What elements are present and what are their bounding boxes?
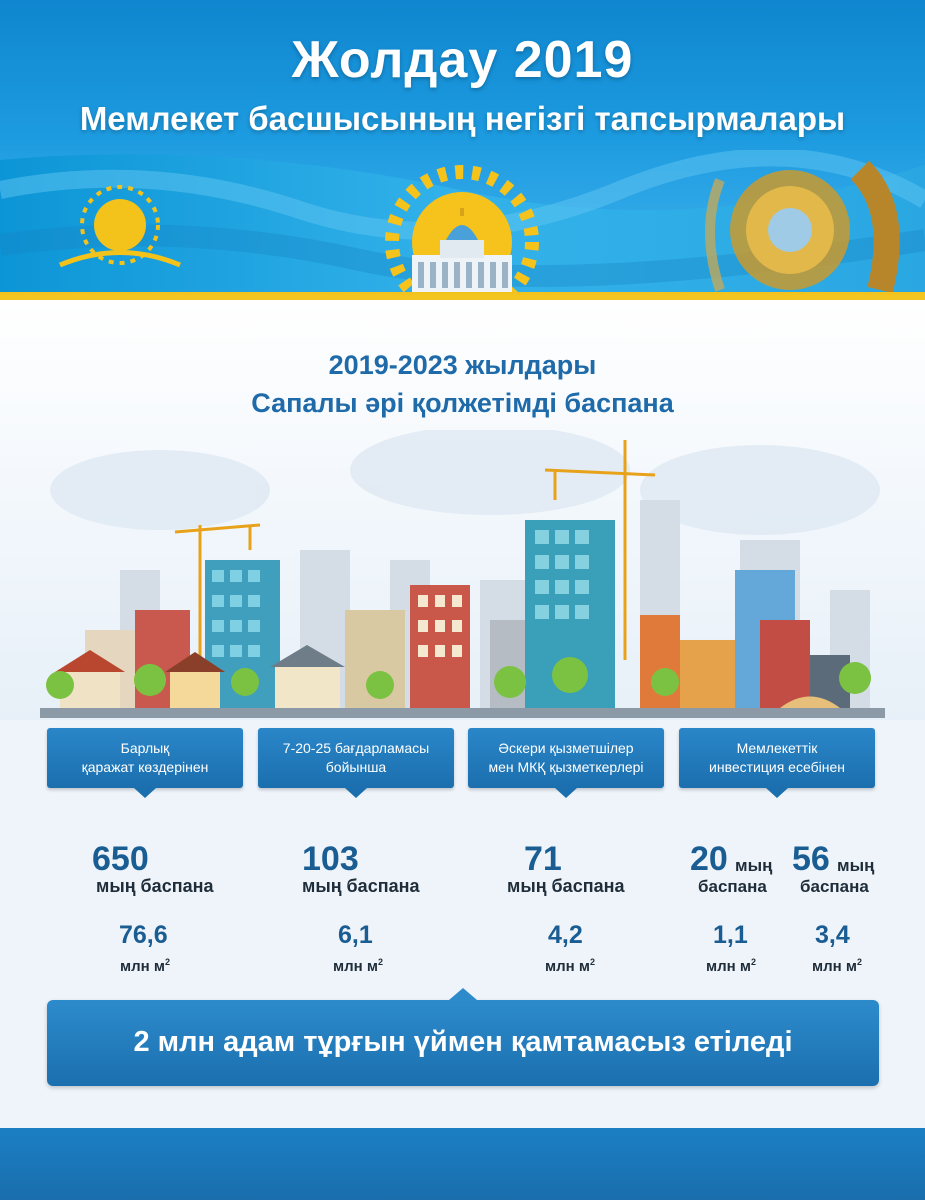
- section-years: 2019-2023 жылдары: [328, 350, 597, 380]
- card-line: қаражат көздерінен: [81, 759, 209, 775]
- category-card-program: [258, 728, 454, 788]
- area-unit-text: млн м: [333, 958, 378, 975]
- superscript: 2: [750, 957, 756, 967]
- city-illustration: [40, 430, 885, 720]
- section-topic: Сапалы әрі қолжетімді баспана: [251, 388, 674, 418]
- stat-value: 20: [690, 840, 728, 878]
- card-line: Әскери қызметшілер: [498, 740, 634, 756]
- card-line: Барлық: [120, 740, 170, 756]
- stat-area-unit: [812, 954, 862, 975]
- stat-area: 6,1: [338, 921, 373, 949]
- card-line: Мемлекеттік: [736, 740, 818, 756]
- stat-unit: мың: [837, 856, 875, 875]
- stat-value: 103: [302, 840, 359, 878]
- superscript: 2: [377, 957, 383, 967]
- stat-area: 76,6: [119, 921, 168, 949]
- page-subtitle: Мемлекет басшысының негізгі тапсырмалары: [79, 100, 846, 137]
- category-card-all-sources: [47, 728, 243, 788]
- stat-area-unit: [545, 954, 595, 975]
- stat-value: 71: [524, 840, 562, 878]
- stat-unit: мың баспана: [507, 876, 625, 896]
- stat-value: 56: [792, 840, 830, 878]
- superscript: 2: [164, 957, 170, 967]
- stat-value: 650: [92, 840, 149, 878]
- card-line: инвестиция есебінен: [709, 759, 845, 775]
- superscript: 2: [589, 957, 595, 967]
- stat-area-unit: [333, 954, 383, 975]
- page-title: Жолдау 2019: [291, 31, 634, 89]
- stat-unit: баспана: [698, 877, 767, 896]
- card-line: 7-20-25 бағдарламасы: [282, 740, 430, 756]
- stat-area: 3,4: [815, 921, 850, 949]
- area-unit-text: млн м: [706, 958, 751, 975]
- area-unit-text: млн м: [812, 958, 857, 975]
- stat-unit: мың баспана: [302, 876, 420, 896]
- header: [0, 0, 925, 300]
- footer-bar: [0, 1128, 925, 1200]
- card-line: бойынша: [325, 759, 387, 775]
- stat-area: 4,2: [548, 921, 583, 949]
- category-card-state-investment: [679, 728, 875, 788]
- area-unit-text: млн м: [545, 958, 590, 975]
- category-card-military: [468, 728, 664, 788]
- area-unit-text: млн м: [120, 958, 165, 975]
- card-line: мен МКҚ қызметкерлері: [488, 759, 644, 775]
- stat-unit: мың баспана: [96, 876, 214, 896]
- stat-unit: баспана: [800, 877, 869, 896]
- stat-area-unit: [706, 954, 756, 975]
- superscript: 2: [856, 957, 862, 967]
- stat-unit: мың: [735, 856, 773, 875]
- flag-illustration: [0, 150, 925, 300]
- stat-area: 1,1: [713, 921, 748, 949]
- summary-text: 2 млн адам тұрғын үймен қамтамасыз етіледі: [133, 1026, 793, 1058]
- stat-area-unit: [120, 954, 170, 975]
- summary-banner: [47, 1000, 879, 1086]
